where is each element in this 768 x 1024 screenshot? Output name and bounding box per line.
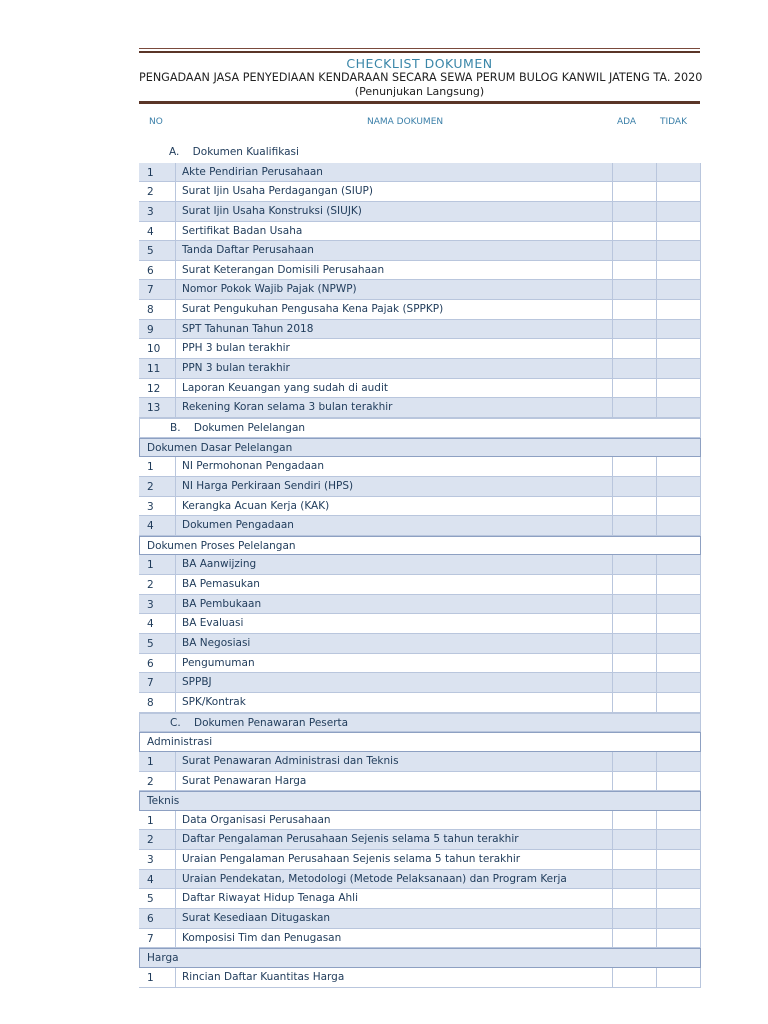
tidak-checkbox-cell[interactable] [657, 673, 700, 692]
tidak-checkbox-cell[interactable] [657, 222, 700, 241]
document-name: Nomor Pokok Wajib Pajak (NPWP) [182, 283, 357, 296]
ada-checkbox-cell[interactable] [613, 182, 656, 201]
column-divider [700, 889, 701, 908]
row-number: 7 [147, 677, 154, 690]
column-divider [175, 222, 176, 241]
group-header-row [139, 438, 701, 458]
group-label: Dokumen Proses Pelelangan [147, 539, 296, 552]
column-header-no: NO [149, 117, 163, 127]
column-divider [700, 202, 701, 221]
document-name: Dokumen Pengadaan [182, 519, 294, 532]
column-divider [175, 595, 176, 614]
table-row [139, 457, 701, 477]
tidak-checkbox-cell[interactable] [657, 654, 700, 673]
column-divider [175, 830, 176, 849]
ada-checkbox-cell[interactable] [613, 555, 656, 574]
column-divider [700, 261, 701, 280]
ada-checkbox-cell[interactable] [613, 870, 656, 889]
row-number: 7 [147, 932, 154, 945]
document-name: Daftar Riwayat Hidup Tenaga Ahli [182, 892, 358, 905]
row-number: 1 [147, 559, 154, 572]
group-header-row [139, 948, 701, 968]
tidak-checkbox-cell[interactable] [657, 398, 700, 417]
row-number: 8 [147, 304, 154, 317]
ada-checkbox-cell[interactable] [613, 850, 656, 869]
section-label: A. Dokumen Kualifikasi [169, 146, 299, 158]
ada-checkbox-cell[interactable] [613, 339, 656, 358]
row-number: 2 [147, 480, 154, 493]
column-divider [175, 516, 176, 535]
tidak-checkbox-cell[interactable] [657, 575, 700, 594]
table-row [139, 379, 701, 399]
document-name: Komposisi Tim dan Penugasan [182, 931, 342, 944]
column-divider [175, 909, 176, 928]
group-label: Dokumen Dasar Pelelangan [147, 441, 293, 454]
section-header-row [139, 143, 701, 163]
document-name: Kerangka Acuan Kerja (KAK) [182, 499, 330, 512]
column-divider [175, 752, 176, 771]
column-divider [175, 654, 176, 673]
column-divider [700, 280, 701, 299]
table-row [139, 654, 701, 674]
tidak-checkbox-cell[interactable] [657, 870, 700, 889]
tidak-checkbox-cell[interactable] [657, 497, 700, 516]
section-header-row [139, 418, 701, 438]
ada-checkbox-cell[interactable] [613, 320, 656, 339]
document-name: Surat Penawaran Harga [182, 774, 307, 787]
row-number: 1 [147, 814, 154, 827]
column-divider [700, 673, 701, 692]
ada-checkbox-cell[interactable] [613, 222, 656, 241]
document-name: PPH 3 bulan terakhir [182, 342, 290, 355]
column-divider [700, 811, 701, 830]
tidak-checkbox-cell[interactable] [657, 280, 700, 299]
ada-checkbox-cell[interactable] [613, 889, 656, 908]
table-row [139, 830, 701, 850]
tidak-checkbox-cell[interactable] [657, 163, 700, 182]
section-header-row [139, 713, 701, 733]
column-divider [700, 300, 701, 319]
column-divider [700, 870, 701, 889]
table-row [139, 870, 701, 890]
document-name: Rekening Koran selama 3 bulan terakhir [182, 401, 393, 414]
table-row [139, 261, 701, 281]
row-number: 1 [147, 461, 154, 474]
ada-checkbox-cell[interactable] [613, 202, 656, 221]
table-row [139, 516, 701, 536]
tidak-checkbox-cell[interactable] [657, 555, 700, 574]
column-divider [175, 182, 176, 201]
column-divider [175, 634, 176, 653]
tidak-checkbox-cell[interactable] [657, 811, 700, 830]
column-divider [700, 555, 701, 574]
ada-checkbox-cell[interactable] [613, 811, 656, 830]
column-divider [700, 634, 701, 653]
document-name: BA Pemasukan [182, 578, 260, 591]
column-divider [175, 261, 176, 280]
column-divider [700, 772, 701, 791]
row-number: 9 [147, 323, 154, 336]
table-row [139, 595, 701, 615]
row-number: 4 [147, 225, 154, 238]
row-number: 11 [147, 363, 161, 376]
document-name: Sertifikat Badan Usaha [182, 224, 303, 237]
ada-checkbox-cell[interactable] [613, 477, 656, 496]
column-divider [700, 929, 701, 948]
column-divider [175, 614, 176, 633]
row-number: 8 [147, 696, 154, 709]
column-divider [175, 477, 176, 496]
tidak-checkbox-cell[interactable] [657, 830, 700, 849]
tidak-checkbox-cell[interactable] [657, 634, 700, 653]
tidak-checkbox-cell[interactable] [657, 595, 700, 614]
column-divider [700, 398, 701, 417]
row-number: 6 [147, 912, 154, 925]
column-divider [700, 222, 701, 241]
group-label: Teknis [147, 795, 180, 808]
row-number: 5 [147, 245, 154, 258]
header-rule-thin [139, 48, 700, 49]
document-name: PPN 3 bulan terakhir [182, 362, 290, 375]
document-subtitle-method: (Penunjukan Langsung) [354, 85, 485, 98]
document-title: CHECKLIST DOKUMEN [346, 56, 493, 71]
document-name: BA Negosiasi [182, 637, 251, 650]
column-divider [700, 909, 701, 928]
column-divider [700, 850, 701, 869]
column-divider [175, 379, 176, 398]
table-row [139, 673, 701, 693]
table-row [139, 909, 701, 929]
table-row [139, 182, 701, 202]
table-row [139, 241, 701, 261]
row-number: 2 [147, 579, 154, 592]
document-name: Surat Ijin Usaha Konstruksi (SIUJK) [182, 204, 362, 217]
column-divider [175, 320, 176, 339]
column-divider [700, 359, 701, 378]
row-number: 1 [147, 971, 154, 984]
document-name: SPK/Kontrak [182, 695, 246, 708]
column-divider [700, 182, 701, 201]
group-label: Administrasi [147, 736, 213, 749]
column-divider [700, 241, 701, 260]
document-name: Data Organisasi Perusahaan [182, 813, 331, 826]
ada-checkbox-cell[interactable] [613, 614, 656, 633]
column-divider [175, 339, 176, 358]
ada-checkbox-cell[interactable] [613, 830, 656, 849]
row-number: 1 [147, 755, 154, 768]
column-divider [175, 555, 176, 574]
column-divider [700, 752, 701, 771]
table-row [139, 752, 701, 772]
table-row [139, 614, 701, 634]
tidak-checkbox-cell[interactable] [657, 693, 700, 712]
row-number: 3 [147, 598, 154, 611]
document-name: Uraian Pendekatan, Metodologi (Metode Pelaksanaan) dan Program Kerja [182, 872, 567, 885]
table-row [139, 693, 701, 713]
table-row [139, 889, 701, 909]
tidak-checkbox-cell[interactable] [657, 850, 700, 869]
document-name: NI Permohonan Pengadaan [182, 460, 325, 473]
table-row [139, 968, 701, 988]
column-header-row [139, 104, 700, 130]
ada-checkbox-cell[interactable] [613, 909, 656, 928]
row-number: 5 [147, 638, 154, 651]
column-divider [700, 320, 701, 339]
ada-checkbox-cell[interactable] [613, 634, 656, 653]
table-row [139, 339, 701, 359]
ada-checkbox-cell[interactable] [613, 261, 656, 280]
document-name: BA Evaluasi [182, 617, 244, 630]
row-number: 2 [147, 834, 154, 847]
document-name: SPPBJ [182, 676, 212, 689]
ada-checkbox-cell[interactable] [613, 300, 656, 319]
column-divider [175, 398, 176, 417]
document-name: Rincian Daftar Kuantitas Harga [182, 970, 345, 983]
tidak-checkbox-cell[interactable] [657, 379, 700, 398]
table-row [139, 497, 701, 517]
row-number: 10 [147, 343, 161, 356]
column-divider [700, 163, 701, 182]
table-row [139, 300, 701, 320]
column-divider [175, 575, 176, 594]
row-number: 2 [147, 186, 154, 199]
ada-checkbox-cell[interactable] [613, 772, 656, 791]
tidak-checkbox-cell[interactable] [657, 339, 700, 358]
group-label: Harga [147, 952, 179, 965]
table-row [139, 850, 701, 870]
row-number: 6 [147, 657, 154, 670]
column-header-nama: NAMA DOKUMEN [367, 117, 444, 127]
group-header-row [139, 536, 701, 556]
table-row [139, 202, 701, 222]
table-row [139, 163, 701, 183]
column-divider [175, 968, 176, 987]
column-divider [700, 477, 701, 496]
tidak-checkbox-cell[interactable] [657, 772, 700, 791]
table-row [139, 772, 701, 792]
column-divider [175, 359, 176, 378]
ada-checkbox-cell[interactable] [613, 280, 656, 299]
ada-checkbox-cell[interactable] [613, 673, 656, 692]
document-name: Akte Pendirian Perusahaan [182, 165, 323, 178]
document-name: Daftar Pengalaman Perusahaan Sejenis selama 5 tahun terakhir [182, 833, 519, 846]
table-row [139, 555, 701, 575]
row-number: 3 [147, 854, 154, 867]
ada-checkbox-cell[interactable] [613, 968, 656, 987]
document-subtitle: PENGADAAN JASA PENYEDIAAN KENDARAAN SECARA SEWA PERUM BULOG KANWIL JATENG TA. 2020 [139, 71, 703, 84]
ada-checkbox-cell[interactable] [613, 752, 656, 771]
group-header-row [139, 791, 701, 811]
tidak-checkbox-cell[interactable] [657, 614, 700, 633]
row-number: 3 [147, 500, 154, 513]
section-label: B. Dokumen Pelelangan [170, 421, 306, 434]
tidak-checkbox-cell[interactable] [657, 300, 700, 319]
ada-checkbox-cell[interactable] [613, 379, 656, 398]
row-number: 1 [147, 166, 154, 179]
column-divider [175, 497, 176, 516]
column-divider [175, 457, 176, 476]
tidak-checkbox-cell[interactable] [657, 968, 700, 987]
document-name: NI Harga Perkiraan Sendiri (HPS) [182, 479, 354, 492]
tidak-checkbox-cell[interactable] [657, 202, 700, 221]
column-divider [175, 202, 176, 221]
tidak-checkbox-cell[interactable] [657, 359, 700, 378]
column-divider [175, 300, 176, 319]
row-number: 4 [147, 873, 154, 886]
document-name: Laporan Keuangan yang sudah di audit [182, 381, 389, 394]
ada-checkbox-cell[interactable] [613, 693, 656, 712]
column-divider [700, 968, 701, 987]
document-name: Uraian Pengalaman Perusahaan Sejenis selama 5 tahun terakhir [182, 853, 521, 866]
column-divider [175, 772, 176, 791]
column-divider [175, 870, 176, 889]
column-divider [175, 163, 176, 182]
document-name: Pengumuman [182, 656, 255, 669]
ada-checkbox-cell[interactable] [613, 516, 656, 535]
row-number: 3 [147, 205, 154, 218]
table-row [139, 929, 701, 949]
ada-checkbox-cell[interactable] [613, 595, 656, 614]
table-row [139, 359, 701, 379]
column-divider [700, 654, 701, 673]
column-divider [700, 457, 701, 476]
document-name: Surat Penawaran Administrasi dan Teknis [182, 754, 399, 767]
tidak-checkbox-cell[interactable] [657, 929, 700, 948]
column-header-ada: ADA [617, 117, 637, 127]
tidak-checkbox-cell[interactable] [657, 477, 700, 496]
tidak-checkbox-cell[interactable] [657, 182, 700, 201]
document-name: BA Aanwijzing [182, 558, 257, 571]
column-divider [700, 693, 701, 712]
column-divider [175, 280, 176, 299]
document-name: Surat Kesediaan Ditugaskan [182, 911, 331, 924]
column-divider [175, 850, 176, 869]
column-divider [700, 830, 701, 849]
column-divider [700, 516, 701, 535]
column-divider [700, 497, 701, 516]
column-divider [700, 339, 701, 358]
column-divider [175, 673, 176, 692]
table-row [139, 280, 701, 300]
row-number: 2 [147, 775, 154, 788]
table-row [139, 811, 701, 831]
column-divider [175, 889, 176, 908]
ada-checkbox-cell[interactable] [613, 929, 656, 948]
column-divider [175, 241, 176, 260]
column-divider [700, 595, 701, 614]
table-row [139, 398, 701, 418]
section-label: C. Dokumen Penawaran Peserta [170, 716, 349, 729]
row-number: 13 [147, 402, 161, 415]
row-number: 4 [147, 520, 154, 533]
tidak-checkbox-cell[interactable] [657, 320, 700, 339]
header-rule-thick [139, 51, 700, 53]
tidak-checkbox-cell[interactable] [657, 889, 700, 908]
table-row [139, 477, 701, 497]
ada-checkbox-cell[interactable] [613, 359, 656, 378]
tidak-checkbox-cell[interactable] [657, 752, 700, 771]
document-name: Tanda Daftar Perusahaan [182, 244, 314, 257]
table-row [139, 634, 701, 654]
ada-checkbox-cell[interactable] [613, 457, 656, 476]
tidak-checkbox-cell[interactable] [657, 241, 700, 260]
column-divider [175, 811, 176, 830]
tidak-checkbox-cell[interactable] [657, 516, 700, 535]
ada-checkbox-cell[interactable] [613, 575, 656, 594]
column-divider [700, 379, 701, 398]
document-name: Surat Ijin Usaha Perdagangan (SIUP) [182, 185, 373, 198]
checklist-table [139, 143, 701, 988]
column-divider [175, 929, 176, 948]
group-header-row [139, 732, 701, 752]
table-row [139, 575, 701, 595]
document-name: Surat Keterangan Domisili Perusahaan [182, 263, 385, 276]
ada-checkbox-cell[interactable] [613, 497, 656, 516]
row-number: 6 [147, 264, 154, 277]
document-name: SPT Tahunan Tahun 2018 [182, 322, 314, 335]
document-name: Surat Pengukuhan Pengusaha Kena Pajak (SPPKP) [182, 303, 444, 316]
ada-checkbox-cell[interactable] [613, 241, 656, 260]
ada-checkbox-cell[interactable] [613, 654, 656, 673]
ada-checkbox-cell[interactable] [613, 398, 656, 417]
table-row [139, 320, 701, 340]
ada-checkbox-cell[interactable] [613, 163, 656, 182]
column-divider [700, 575, 701, 594]
document-name: BA Pembukaan [182, 597, 262, 610]
row-number: 5 [147, 893, 154, 906]
tidak-checkbox-cell[interactable] [657, 457, 700, 476]
row-number: 4 [147, 618, 154, 631]
column-divider [700, 614, 701, 633]
tidak-checkbox-cell[interactable] [657, 909, 700, 928]
row-number: 7 [147, 284, 154, 297]
document-header [139, 48, 703, 130]
row-number: 12 [147, 382, 161, 395]
column-header-tidak: TIDAK [660, 117, 687, 127]
tidak-checkbox-cell[interactable] [657, 261, 700, 280]
table-row [139, 222, 701, 242]
column-divider [175, 693, 176, 712]
